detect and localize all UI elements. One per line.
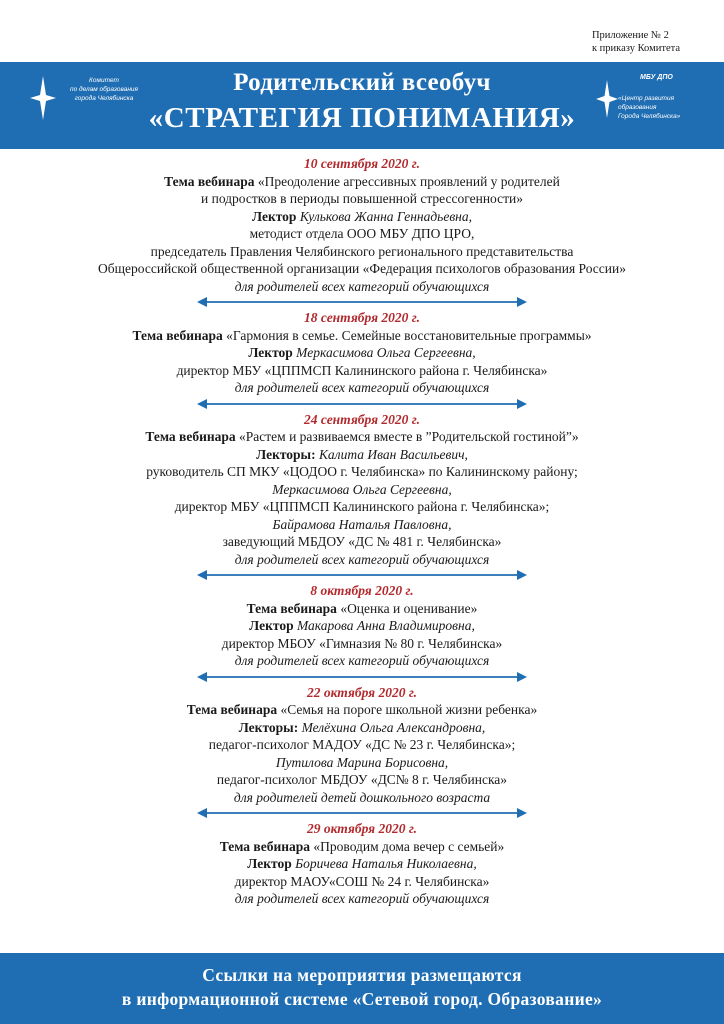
lecturer-name: Калита Иван Васильевич, bbox=[318, 446, 468, 462]
webinar-date: 8 октября 2020 г. bbox=[310, 583, 414, 598]
lecturer-label: Лектор bbox=[247, 856, 292, 871]
header-banner bbox=[0, 62, 724, 149]
committee-logo-text: Комитет по делам образования города Челябинска bbox=[70, 77, 138, 102]
webinar-date: 24 сентября 2020 г. bbox=[304, 411, 420, 427]
divider-arrow bbox=[197, 397, 527, 411]
compass-star-icon bbox=[596, 80, 618, 118]
lecturer-name: Путилова Марина Борисовна, bbox=[275, 754, 449, 770]
topic-label: Тема вебинара bbox=[164, 173, 255, 189]
lecturer-position: директор МБОУ «Гимназия № 80 г. Челябинска» bbox=[221, 635, 503, 651]
webinar-audience: для родителей всех категорий обучающихся bbox=[234, 278, 490, 294]
footer-line-2: в информационной системе «Сетевой город. Образование» bbox=[121, 989, 603, 1009]
webinar-item bbox=[0, 155, 724, 295]
lecturer-name: Меркасимова Ольга Сергеевна, bbox=[296, 345, 476, 360]
webinar-audience: для родителей всех категорий обучающихся bbox=[234, 551, 490, 567]
webinar-audience: для родителей детей дошкольного возраста bbox=[233, 789, 491, 805]
lecturer-position: директор МБУ «ЦППМСП Калининского района г. Челябинска» bbox=[176, 362, 548, 378]
lecturer-label: Лектор bbox=[251, 208, 297, 224]
divider-arrow bbox=[197, 806, 527, 820]
lecturer-name: Макарова Анна Владимировна, bbox=[296, 618, 475, 633]
webinar-audience: для родителей всех категорий обучающихся bbox=[234, 380, 490, 395]
lecturer-name: Кулькова Жанна Геннадьевна, bbox=[299, 208, 472, 224]
topic-label: Тема вебинара bbox=[132, 327, 223, 343]
webinar-item bbox=[0, 411, 724, 569]
topic-label: Тема вебинара bbox=[145, 429, 236, 444]
lecturer-name: Мелёхина Ольга Александровна, bbox=[301, 719, 486, 735]
webinar-audience: для родителей всех категорий обучающихся bbox=[234, 653, 490, 668]
webinar-item bbox=[0, 582, 724, 670]
lecturer-position: руководитель СП МКУ «ЦОДОО г. Челябинска» по Калининскому району; bbox=[146, 464, 578, 479]
lecturer-label: Лектор bbox=[248, 345, 293, 360]
lecturer-position: директор МБУ «ЦППМСП Калининского района г. Челябинска»; bbox=[174, 499, 550, 514]
footer-banner bbox=[0, 953, 724, 1024]
webinar-topic: «Растем и развиваемся вместе в ”Родительской гостиной”» bbox=[239, 429, 579, 444]
webinar-topic: «Проводим дома вечер с семьей» bbox=[313, 838, 505, 854]
annex-note bbox=[592, 30, 680, 55]
webinar-topic: «Гармония в семье. Семейные восстановительные программы» bbox=[226, 327, 592, 343]
lecturer-label: Лекторы: bbox=[256, 446, 316, 462]
lecturer-name: Меркасимова Ольга Сергеевна, bbox=[272, 481, 452, 497]
annex-line-2: к приказу Комитета bbox=[591, 42, 680, 54]
lecturer-position: методист отдела ООО МБУ ДПО ЦРО, bbox=[249, 226, 475, 241]
divider-arrow bbox=[197, 295, 527, 309]
webinar-item bbox=[0, 820, 724, 908]
lecturer-position: директор МАОУ«СОШ № 24 г. Челябинска» bbox=[234, 873, 490, 889]
webinar-list bbox=[0, 155, 724, 908]
center-logo bbox=[596, 72, 711, 132]
topic-label: Тема вебинара bbox=[219, 838, 311, 854]
webinar-topic-cont: и подростков в периоды повышенной стрессогенности» bbox=[201, 191, 523, 206]
lecturer-position: председатель Правления Челябинского регионального представительства bbox=[150, 243, 574, 259]
lecturer-position: педагог-психолог МБДОУ «ДС№ 8 г. Челябинска» bbox=[216, 772, 508, 787]
webinar-date: 22 октября 2020 г. bbox=[306, 684, 418, 700]
center-logo-text: «Центр развития образования Города Челябинска» bbox=[618, 95, 681, 120]
webinar-date: 18 сентября 2020 г. bbox=[304, 310, 420, 325]
topic-label: Тема вебинара bbox=[186, 702, 278, 717]
lecturer-label: Лекторы: bbox=[238, 719, 299, 735]
webinar-date: 29 октября 2020 г. bbox=[306, 821, 418, 836]
lecturer-position: педагог-психолог МАДОУ «ДС № 23 г. Челябинска»; bbox=[208, 737, 516, 752]
divider-arrow bbox=[197, 568, 527, 582]
divider-arrow bbox=[197, 670, 527, 684]
webinar-topic: «Оценка и оценивание» bbox=[340, 600, 478, 616]
center-logo-abbr: МБУ ДПО bbox=[640, 74, 673, 81]
annex-line-1: Приложение № 2 bbox=[591, 30, 669, 41]
lecturer-position: заведующий МБДОУ «ДС № 481 г. Челябинска» bbox=[222, 534, 502, 549]
footer-line-1: Ссылки на мероприятия размещаются bbox=[202, 965, 522, 985]
webinar-topic: «Преодоление агрессивных проявлений у родителей bbox=[257, 173, 560, 189]
lecturer-name: Боричева Наталья Николаевна, bbox=[295, 856, 477, 871]
lecturer-position: Общероссийской общественной организации «Федерация психологов образования России» bbox=[98, 261, 626, 276]
lecturer-name: Байрамова Наталья Павловна, bbox=[272, 516, 452, 532]
webinar-item bbox=[0, 684, 724, 807]
lecturer-label: Лектор bbox=[249, 618, 294, 633]
webinar-item bbox=[0, 309, 724, 397]
webinar-topic: «Семья на пороге школьной жизни ребенка» bbox=[280, 702, 538, 717]
topic-label: Тема вебинара bbox=[246, 600, 337, 616]
webinar-audience: для родителей всех категорий обучающихся bbox=[234, 891, 490, 906]
webinar-date: 10 сентября 2020 г. bbox=[304, 156, 420, 171]
page-title: Родительский всеобуч bbox=[233, 69, 491, 96]
page-subtitle: «СТРАТЕГИЯ ПОНИМАНИЯ» bbox=[148, 102, 576, 134]
